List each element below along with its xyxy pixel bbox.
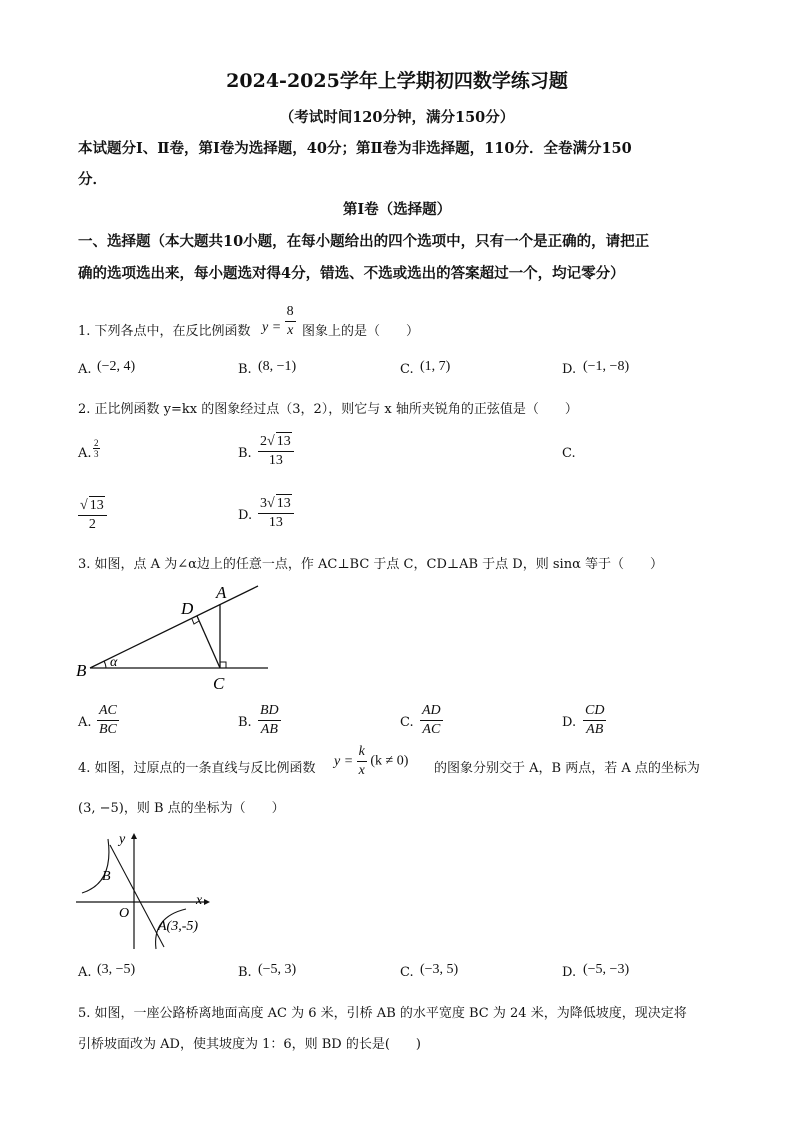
q4-y-eq: y = (334, 753, 354, 769)
q2-option-b: $\frac{2√ 13}{13}$ (258, 432, 294, 470)
q4-x-arrow (204, 899, 210, 905)
q3-angle-arc (104, 661, 106, 668)
q1-option-d-label: D. (562, 362, 577, 377)
q3-option-c (420, 702, 443, 739)
q4-option-c-label: C. (400, 965, 414, 980)
q4-label-y: y (119, 832, 126, 847)
q4-label-o: O (119, 906, 130, 921)
q2-option-c-label: C. (562, 446, 576, 461)
subtitle: （考试时间120分钟，满分150分） (279, 109, 515, 126)
q1-option-c-label: C. (400, 362, 414, 377)
q2-option-b-label: B. (238, 446, 252, 461)
q3-option-c-den: AC (422, 722, 441, 737)
q3-option-a (97, 702, 119, 739)
q2-option-b-rad: 13 (276, 434, 291, 449)
q4-option-d-label: D. (562, 965, 577, 980)
q5-stem-line-1: 5. 如图，一座公路桥离地面高度 AC 为 6 米，引桥 AB 的水平宽度 BC 为 24 米，为降低坡度，现决定将 (78, 1006, 687, 1021)
q4-stem-line-2: (3, −5)，则 B 点的坐标为（ ） (78, 801, 285, 816)
q3-option-a-label: A. (78, 715, 92, 730)
q3-label-alpha: α (110, 655, 118, 670)
q1-option-a: (−2, 4) (97, 359, 136, 374)
q4-fraction (357, 743, 367, 780)
q1-stem-end: 图象上的是（ ） (302, 324, 420, 339)
q2-option-c-rad: 13 (89, 498, 104, 513)
q2-option-a-label: A. (78, 446, 92, 461)
q4-function (334, 743, 408, 780)
q3-figure (70, 578, 280, 696)
q4-option-a: (3, −5) (97, 962, 136, 977)
q3-right-angle-c (220, 662, 226, 668)
q4-y-arrow (131, 833, 137, 839)
q2-option-d-rad: 13 (276, 496, 291, 511)
q1-y-eq: y = (262, 319, 282, 335)
q4-curve-branch-2 (82, 839, 109, 893)
q1-function (262, 303, 296, 340)
q1-fraction (285, 303, 296, 340)
q4-option-c: (−3, 5) (420, 962, 459, 977)
q4-stem-end: 的图象分别交于 A，B 两点，若 A 点的坐标为 (434, 761, 700, 776)
intro-line-2: 分． (78, 171, 107, 188)
q4-line-through-origin (110, 845, 164, 947)
q2-option-d-label: D. (238, 508, 253, 523)
q5-stem-line-2: 引桥坡面改为 AD，使其坡度为 1：6，则 BD 的长是( ) (78, 1037, 422, 1052)
q4-label-x: x (196, 893, 203, 908)
q4-condition: (k ≠ 0) (370, 753, 409, 769)
q4-label-b: B (102, 869, 111, 884)
q4-option-a-label: A. (78, 965, 92, 980)
q1-option-b-label: B. (238, 362, 252, 377)
q2-option-d-den: 13 (268, 515, 283, 530)
q4-label-a: A(3,-5) (158, 919, 199, 934)
q2-option-d: $\frac{3√ 13}{13}$ (258, 494, 294, 532)
q1-fraction-num: 8 (285, 303, 296, 322)
q2-option-a-num: 2 (94, 438, 99, 448)
q3-option-d-num: CD (583, 702, 606, 721)
q2-option-b-den: 13 (268, 453, 283, 468)
q3-stem: 3. 如图，点 A 为∠α边上的任意一点，作 AC⊥BC 于点 C，CD⊥AB 于点 D，则 sinα 等于（ ） (78, 557, 663, 572)
q1-stem-start: 1. 下列各点中，在反比例函数 (78, 324, 251, 339)
q3-label-b: B (76, 661, 87, 680)
q3-option-a-den: BC (99, 722, 117, 737)
q4-stem-start: 4. 如图，过原点的一条直线与反比例函数 (78, 761, 316, 776)
q3-option-b-den: AB (260, 722, 278, 737)
section-heading-line-1: 一、选择题（本大题共10小题，在每小题给出的四个选项中，只有一个是正确的，请把正 (78, 233, 650, 250)
q1-option-a-label: A. (78, 362, 92, 377)
q3-option-c-label: C. (400, 715, 414, 730)
q3-option-b-label: B. (238, 715, 252, 730)
q3-option-a-num: AC (97, 702, 119, 721)
q4-option-b-label: B. (238, 965, 252, 980)
q4-figure (72, 825, 212, 955)
q4-option-d: (−5, −3) (583, 962, 630, 977)
q2-stem: 2. 正比例函数 y=kx 的图象经过点（3，2），则它与 x 轴所夹锐角的正弦值是（ ） (78, 402, 578, 417)
q2-option-b-coef: 2 (260, 434, 267, 449)
q2-option-a (93, 438, 100, 459)
q3-label-a: A (216, 583, 227, 602)
q2-option-c: $\frac{√ 13}{2}$ (78, 496, 107, 534)
q1-fraction-den: x (287, 323, 294, 338)
q3-line-cd (197, 616, 220, 668)
q4-option-b: (−5, 3) (258, 962, 297, 977)
q2-option-a-den: 3 (94, 449, 99, 459)
q4-fraction-den: x (358, 763, 365, 778)
q1-option-b: (8, −1) (258, 359, 297, 374)
q3-label-c: C (213, 674, 225, 693)
q2-option-c-den: 2 (88, 517, 96, 532)
q2-option-d-coef: 3 (260, 496, 267, 511)
q3-option-b-num: BD (258, 702, 281, 721)
q1-option-c: (1, 7) (420, 359, 451, 374)
section-heading-line-2: 确的选项选出来，每小题选对得4分，错选、不选或选出的答案超过一个，均记零分） (78, 265, 625, 282)
intro-line-1: 本试题分Ⅰ、Ⅱ卷，第Ⅰ卷为选择题，40分；第Ⅱ卷为非选择题，110分．全卷满分150 (78, 140, 632, 157)
q3-option-b (258, 702, 281, 739)
q3-option-d-label: D. (562, 715, 577, 730)
q4-fraction-num: k (357, 743, 367, 762)
q3-label-d: D (181, 599, 194, 618)
part-title: 第Ⅰ卷（选择题） (342, 201, 452, 218)
q3-option-d (583, 702, 606, 739)
q3-option-d-den: AB (586, 722, 604, 737)
q3-option-c-num: AD (420, 702, 443, 721)
page-title: 2024-2025学年上学期初四数学练习题 (226, 70, 568, 92)
q1-option-d: (−1, −8) (583, 359, 630, 374)
